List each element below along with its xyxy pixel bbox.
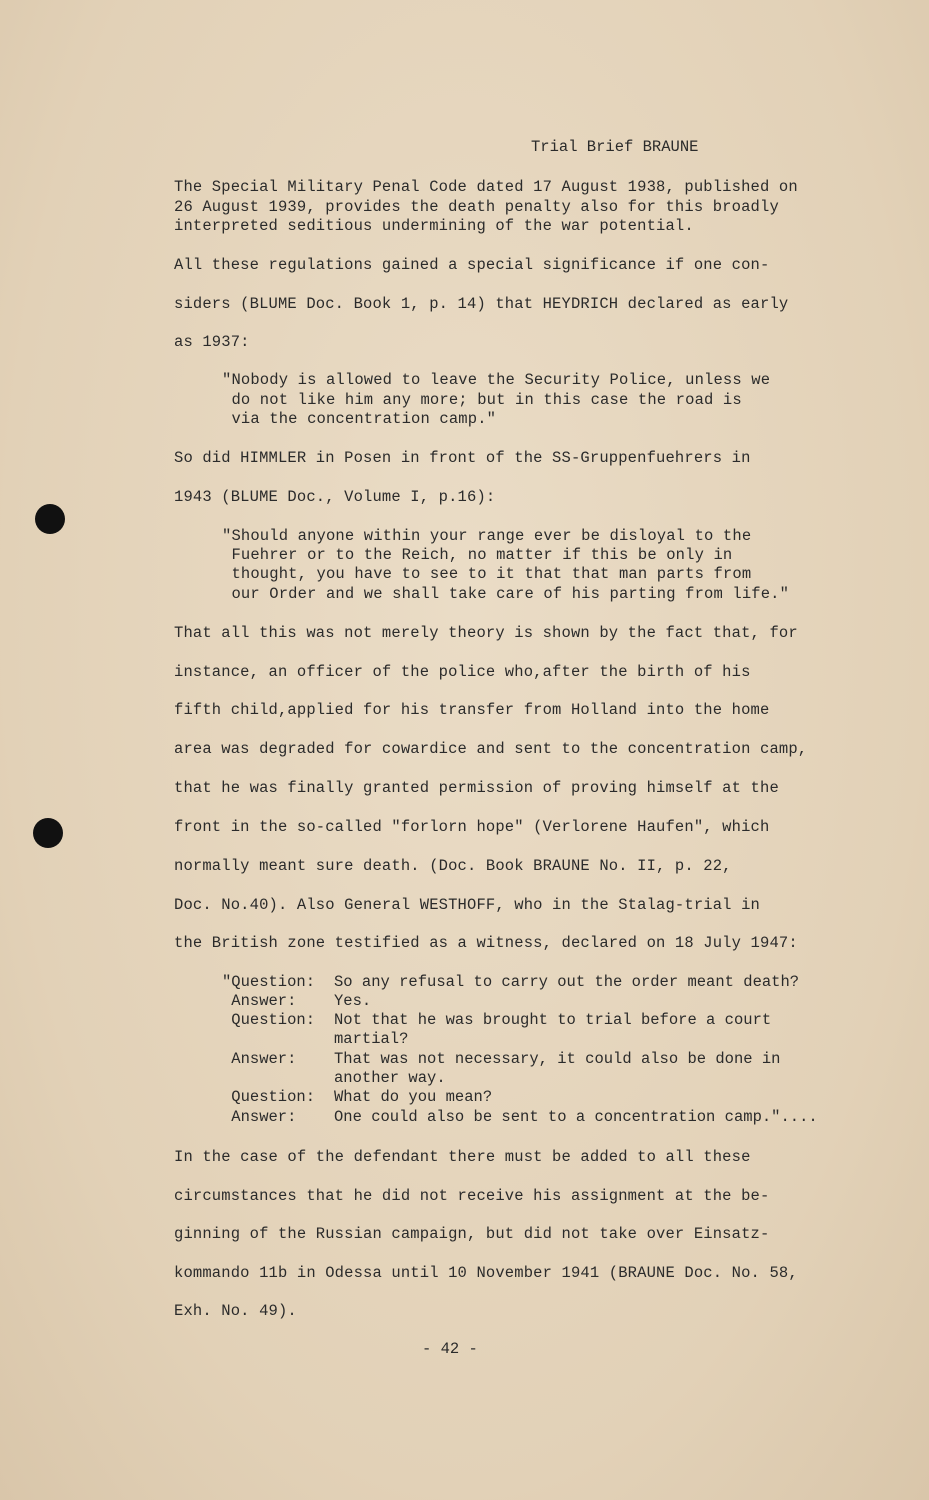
text-line: All these regulations gained a special significance if one con- (174, 256, 770, 274)
quote-line: do not like him any more; but in this case the road is (222, 391, 742, 409)
page-header: Trial Brief BRAUNE (531, 138, 699, 156)
qa-text: What do you mean? (334, 1088, 493, 1106)
text-line: area was degraded for cowardice and sent to the concentration camp, (174, 740, 808, 758)
qa-text: Yes. (334, 992, 372, 1010)
text-line: circumstances that he did not receive his assignment at the be- (174, 1187, 770, 1205)
qa-text: So any refusal to carry out the order meant death? (334, 973, 800, 991)
text-line: instance, an officer of the police who,after the birth of his (174, 663, 751, 681)
qa-text: That was not necessary, it could also be done in (334, 1050, 781, 1068)
qa-label: Question: (222, 1011, 316, 1029)
punch-hole-top (35, 504, 65, 534)
qa-label: Answer: (222, 1108, 297, 1126)
text-line: kommando 11b in Odessa until 10 November 1941 (BRAUNE Doc. No. 58, (174, 1264, 798, 1282)
quote-line: via the concentration camp." (222, 410, 497, 428)
text-line: that he was finally granted permission of proving himself at the (174, 779, 779, 797)
text-line: The Special Military Penal Code dated 17 August 1938, published on (174, 178, 798, 196)
qa-text: another way. (334, 1069, 446, 1087)
text-line: normally meant sure death. (Doc. Book BRAUNE No. II, p. 22, (174, 857, 732, 875)
punch-hole-bottom (33, 818, 63, 848)
text-line: Exh. No. 49). (174, 1302, 297, 1320)
qa-text: martial? (334, 1030, 409, 1048)
text-line: ginning of the Russian campaign, but did not take over Einsatz- (174, 1225, 770, 1243)
quote-line: our Order and we shall take care of his parting from life." (222, 585, 790, 603)
text-line: the British zone testified as a witness, declared on 18 July 1947: (174, 934, 798, 952)
quote-line: "Nobody is allowed to leave the Security Police, unless we (222, 371, 771, 389)
qa-text: One could also be sent to a concentration camp.".... (334, 1108, 818, 1126)
text-line: 26 August 1939, provides the death penalty also for this broadly (174, 198, 779, 216)
quote-line: Fuehrer or to the Reich, no matter if this be only in (222, 546, 733, 564)
text-line: interpreted seditious undermining of the war potential. (174, 217, 694, 235)
page-number: - 42 - (422, 1340, 478, 1358)
quote-line: thought, you have to see to it that that man parts from (222, 565, 752, 583)
qa-label: Answer: (222, 992, 297, 1010)
text-line: Doc. No.40). Also General WESTHOFF, who in the Stalag-trial in (174, 896, 760, 914)
text-line: front in the so-called "forlorn hope" (Verlorene Haufen", which (174, 818, 770, 836)
text-line: as 1937: (174, 333, 250, 351)
qa-label: Question: (222, 1088, 316, 1106)
text-line: 1943 (BLUME Doc., Volume I, p.16): (174, 488, 496, 506)
qa-label: "Question: (222, 973, 316, 991)
qa-text: Not that he was brought to trial before a court (334, 1011, 772, 1029)
qa-label: Answer: (222, 1050, 297, 1068)
text-line: fifth child,applied for his transfer from Holland into the home (174, 701, 770, 719)
quote-line: "Should anyone within your range ever be disloyal to the (222, 527, 752, 545)
text-line: That all this was not merely theory is shown by the fact that, for (174, 624, 798, 642)
text-line: So did HIMMLER in Posen in front of the SS-Gruppenfuehrers in (174, 449, 751, 467)
text-line: In the case of the defendant there must be added to all these (174, 1148, 751, 1166)
text-line: siders (BLUME Doc. Book 1, p. 14) that HEYDRICH declared as early (174, 295, 789, 313)
